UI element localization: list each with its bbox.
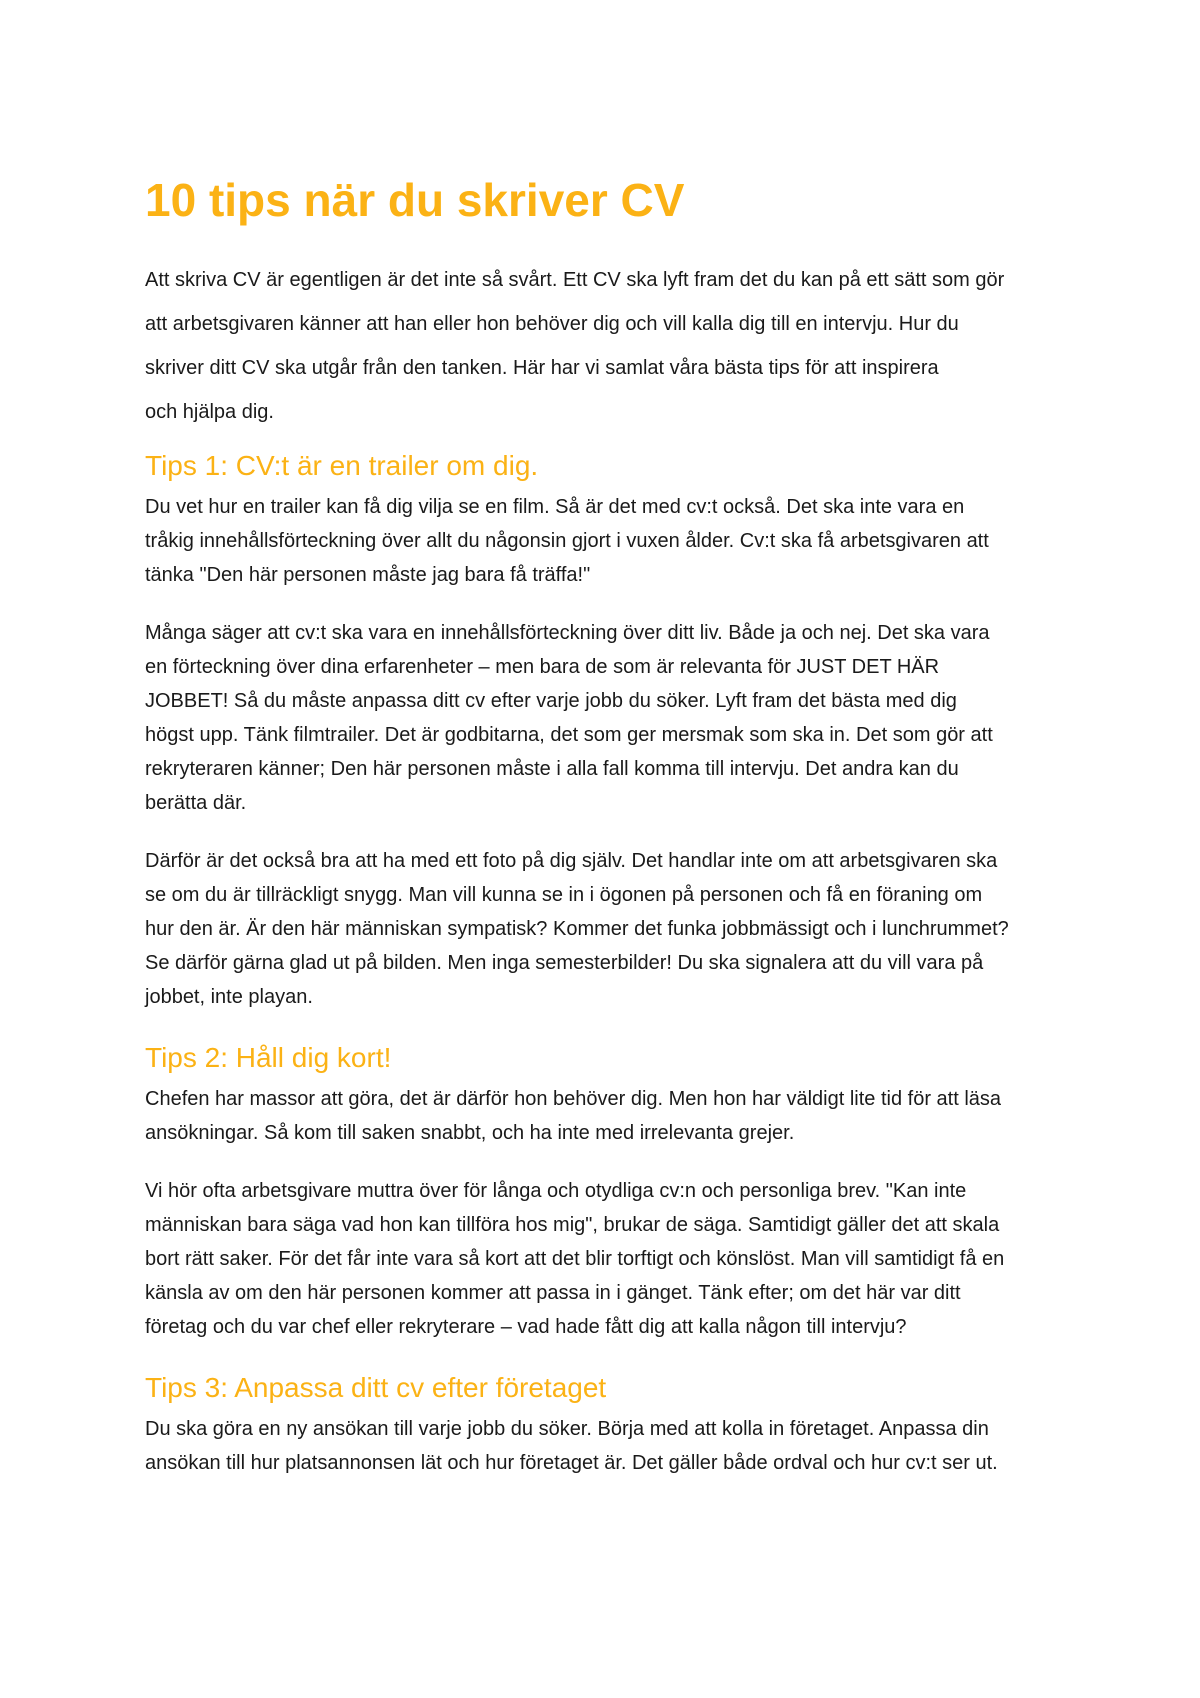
text-line: hur den är. Är den här människan sympatisk? Kommer det funka jobbmässigt och i lunchrummet? xyxy=(145,918,1009,940)
text-line: Chefen har massor att göra, det är därför hon behöver dig. Men hon har väldigt lite tid för att läsa xyxy=(145,1088,1002,1110)
section-tips-2 xyxy=(145,1038,1075,1344)
text-line: berätta där. xyxy=(145,792,247,814)
intro-line: skriver ditt CV ska utgår från den tanken. Här har vi samlat våra bästa tips för att inspirera xyxy=(145,357,939,379)
text-line: jobbet, inte playan. xyxy=(145,986,313,1008)
text-line: högst upp. Tänk filmtrailer. Det är godbitarna, det som ger mersmak som ska in. Det som gör att xyxy=(145,724,993,746)
text-line: bort rätt saker. För det får inte vara så kort att det blir torftigt och könslöst. Man vill samtidigt få en xyxy=(145,1248,1005,1270)
document-content xyxy=(145,170,1075,1504)
section-heading: Tips 3: Anpassa ditt cv efter företaget xyxy=(145,1372,607,1403)
paragraph xyxy=(145,1082,1075,1150)
section-tips-1 xyxy=(145,446,1075,1014)
text-line: Du ska göra en ny ansökan till varje jobb du söker. Börja med att kolla in företaget. Anpassa din xyxy=(145,1418,989,1440)
section-tips-3 xyxy=(145,1368,1075,1480)
intro-line: och hjälpa dig. xyxy=(145,401,274,423)
text-line: tänka "Den här personen måste jag bara få träffa!" xyxy=(145,564,591,586)
text-line: Vi hör ofta arbetsgivare muttra över för långa och otydliga cv:n och personliga brev. "Kan inte xyxy=(145,1180,967,1202)
text-line: Därför är det också bra att ha med ett foto på dig själv. Det handlar inte om att arbetsgivaren ska xyxy=(145,850,998,872)
page-title: 10 tips när du skriver CV xyxy=(145,174,685,226)
text-line: företag och du var chef eller rekryterare – vad hade fått dig att kalla någon till intervju? xyxy=(145,1316,907,1338)
text-line: JOBBET! Så du måste anpassa ditt cv efter varje jobb du söker. Lyft fram det bästa med dig xyxy=(145,690,957,712)
section-heading: Tips 2: Håll dig kort! xyxy=(145,1042,392,1073)
intro-line: att arbetsgivaren känner att han eller hon behöver dig och vill kalla dig till en intervju. Hur du xyxy=(145,313,959,335)
text-line: känsla av om den här personen kommer att passa in i gänget. Tänk efter; om det här var ditt xyxy=(145,1282,961,1304)
intro-paragraph xyxy=(145,258,1075,434)
text-line: ansökningar. Så kom till saken snabbt, och ha inte med irrelevanta grejer. xyxy=(145,1122,795,1144)
paragraph xyxy=(145,1174,1075,1344)
text-line: Många säger att cv:t ska vara en innehållsförteckning över ditt liv. Både ja och nej. Det ska vara xyxy=(145,622,990,644)
paragraph xyxy=(145,616,1075,820)
text-line: människan bara säga vad hon kan tillföra hos mig", brukar de säga. Samtidigt gäller det att skala xyxy=(145,1214,1000,1236)
text-line: tråkig innehållsförteckning över allt du någonsin gjort i vuxen ålder. Cv:t ska få arbetsgivaren att xyxy=(145,530,989,552)
text-line: ansökan till hur platsannonsen lät och hur företaget är. Det gäller både ordval och hur cv:t ser ut. xyxy=(145,1452,998,1474)
paragraph xyxy=(145,844,1075,1014)
text-line: rekryteraren känner; Den här personen måste i alla fall komma till intervju. Det andra kan du xyxy=(145,758,959,780)
text-line: Se därför gärna glad ut på bilden. Men inga semesterbilder! Du ska signalera att du vill vara på xyxy=(145,952,984,974)
section-heading: Tips 1: CV:t är en trailer om dig. xyxy=(145,450,539,481)
text-line: en förteckning över dina erfarenheter – men bara de som är relevanta för JUST DET HÄR xyxy=(145,656,940,678)
paragraph xyxy=(145,490,1075,592)
text-line: Du vet hur en trailer kan få dig vilja se en film. Så är det med cv:t också. Det ska inte vara en xyxy=(145,496,965,518)
text-line: se om du är tillräckligt snygg. Man vill kunna se in i ögonen på personen och få en föraning om xyxy=(145,884,983,906)
intro-line: Att skriva CV är egentligen är det inte så svårt. Ett CV ska lyft fram det du kan på ett sätt som gör xyxy=(145,269,1005,291)
paragraph xyxy=(145,1412,1075,1480)
